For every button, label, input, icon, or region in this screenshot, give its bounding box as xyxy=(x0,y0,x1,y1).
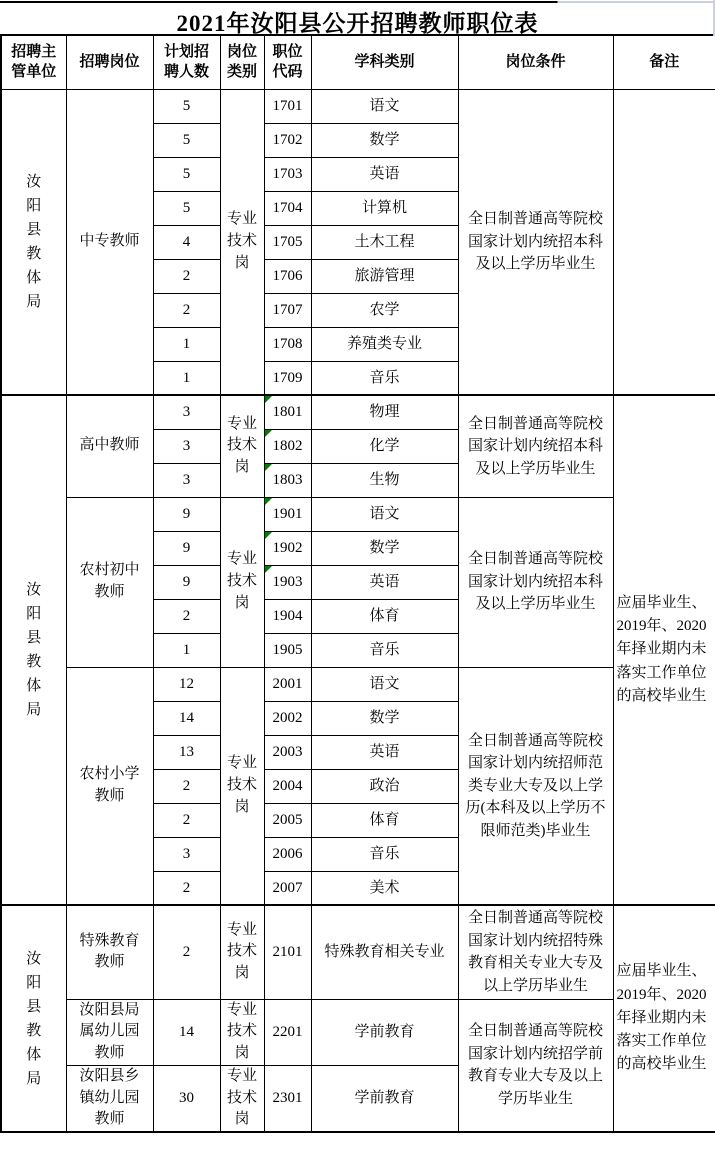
subject-cell: 音乐 xyxy=(311,837,458,871)
count-cell: 2 xyxy=(153,803,220,837)
category-cell: 专业技术岗 xyxy=(220,89,264,395)
table-row xyxy=(1,395,715,429)
code-cell: 2001 xyxy=(264,667,311,701)
unit-name: 汝阳县教体局 xyxy=(26,582,42,718)
code-cell: 2201 xyxy=(264,999,311,1065)
code-cell xyxy=(264,429,311,463)
cell-corner-marker-icon xyxy=(265,396,272,403)
subject-cell: 生物 xyxy=(311,463,458,497)
count-cell: 14 xyxy=(153,701,220,735)
subject-cell: 语文 xyxy=(311,667,458,701)
col-header-position: 招聘岗位 xyxy=(66,35,153,89)
code-cell: 2007 xyxy=(264,871,311,905)
count-cell: 2 xyxy=(153,599,220,633)
subject-cell: 计算机 xyxy=(311,191,458,225)
subject-cell: 语文 xyxy=(311,89,458,123)
subject-cell: 土木工程 xyxy=(311,225,458,259)
count-cell: 9 xyxy=(153,565,220,599)
condition-cell: 全日制普通高等院校国家计划内统招本科及以上学历毕业生 xyxy=(458,497,613,667)
position-cell: 汝阳县局属幼儿园教师 xyxy=(66,999,153,1065)
condition-cell: 全日制普通高等院校国家计划内统招特殊教育相关专业大专及以上学历毕业生 xyxy=(458,905,613,999)
condition-cell: 全日制普通高等院校国家计划内统招学前教育专业大专及以上学历毕业生 xyxy=(458,999,613,1132)
condition-cell: 全日制普通高等院校国家计划内统招师范类专业大专及以上学历(本科及以上学历不限师范类)毕业生 xyxy=(458,667,613,905)
col-header-subject: 学科类别 xyxy=(311,35,458,89)
count-cell: 9 xyxy=(153,497,220,531)
cell-corner-marker-icon xyxy=(265,464,272,471)
category-cell: 专业技术岗 xyxy=(220,999,264,1065)
code-cell xyxy=(264,497,311,531)
count-cell: 2 xyxy=(153,871,220,905)
header-row xyxy=(1,35,715,89)
col-header-count: 计划招聘人数 xyxy=(153,35,220,89)
code-cell: 1704 xyxy=(264,191,311,225)
col-header-category: 岗位类别 xyxy=(220,35,264,89)
col-header-unit: 招聘主管单位 xyxy=(1,35,66,89)
count-cell: 12 xyxy=(153,667,220,701)
position-cell: 农村初中教师 xyxy=(66,497,153,667)
top-border-rule xyxy=(0,1,715,3)
count-cell: 13 xyxy=(153,735,220,769)
code-cell: 1707 xyxy=(264,293,311,327)
subject-cell: 语文 xyxy=(311,497,458,531)
count-cell: 2 xyxy=(153,293,220,327)
count-cell: 5 xyxy=(153,89,220,123)
category-cell: 专业技术岗 xyxy=(220,395,264,497)
code-cell: 1706 xyxy=(264,259,311,293)
count-cell: 5 xyxy=(153,157,220,191)
count-cell: 3 xyxy=(153,837,220,871)
subject-cell: 化学 xyxy=(311,429,458,463)
count-cell: 2 xyxy=(153,259,220,293)
code-cell: 2002 xyxy=(264,701,311,735)
subject-cell: 美术 xyxy=(311,871,458,905)
subject-cell: 数学 xyxy=(311,531,458,565)
code-text: 1803 xyxy=(272,471,303,488)
position-cell: 特殊教育教师 xyxy=(66,905,153,999)
code-cell: 1702 xyxy=(264,123,311,157)
subject-cell: 养殖类专业 xyxy=(311,327,458,361)
unit-name: 汝阳县教体局 xyxy=(26,173,42,310)
category-cell: 专业技术岗 xyxy=(220,1065,264,1132)
condition-cell: 全日制普通高等院校国家计划内统招本科及以上学历毕业生 xyxy=(458,395,613,497)
code-text: 1901 xyxy=(272,505,303,522)
cell-corner-marker-icon xyxy=(265,498,272,505)
subject-cell: 体育 xyxy=(311,803,458,837)
subject-cell: 特殊教育相关专业 xyxy=(311,905,458,999)
subject-cell: 旅游管理 xyxy=(311,259,458,293)
position-cell: 农村小学教师 xyxy=(66,667,153,905)
count-cell: 5 xyxy=(153,123,220,157)
count-cell: 3 xyxy=(153,463,220,497)
remark-cell: 应届毕业生、2019年、2020年择业期内未落实工作单位的高校毕业生 xyxy=(613,395,715,905)
code-cell: 1905 xyxy=(264,633,311,667)
subject-cell: 数学 xyxy=(311,123,458,157)
code-cell: 1709 xyxy=(264,361,311,395)
code-cell xyxy=(264,565,311,599)
position-cell: 中专教师 xyxy=(66,89,153,395)
code-cell: 2004 xyxy=(264,769,311,803)
code-cell: 1705 xyxy=(264,225,311,259)
subject-cell: 英语 xyxy=(311,157,458,191)
count-cell: 9 xyxy=(153,531,220,565)
code-cell: 1708 xyxy=(264,327,311,361)
subject-cell: 英语 xyxy=(311,735,458,769)
count-cell: 30 xyxy=(153,1065,220,1132)
code-cell: 1703 xyxy=(264,157,311,191)
code-cell: 1701 xyxy=(264,89,311,123)
code-text: 1902 xyxy=(272,539,303,556)
condition-cell: 全日制普通高等院校国家计划内统招本科及以上学历毕业生 xyxy=(458,89,613,395)
category-cell: 专业技术岗 xyxy=(220,905,264,999)
unit-cell xyxy=(1,905,66,1132)
cell-corner-marker-icon xyxy=(265,566,272,573)
col-header-condition: 岗位条件 xyxy=(458,35,613,89)
code-text: 1802 xyxy=(272,437,303,454)
subject-cell: 政治 xyxy=(311,769,458,803)
position-cell: 高中教师 xyxy=(66,395,153,497)
page-title: 2021年汝阳县公开招聘教师职位表 xyxy=(176,11,539,36)
cell-corner-marker-icon xyxy=(265,430,272,437)
col-header-remark: 备注 xyxy=(613,35,715,89)
code-cell: 2101 xyxy=(264,905,311,999)
count-cell: 3 xyxy=(153,429,220,463)
unit-name: 汝阳县教体局 xyxy=(26,950,42,1087)
unit-cell xyxy=(1,395,66,905)
cell-corner-marker-icon xyxy=(265,532,272,539)
code-cell xyxy=(264,395,311,429)
code-cell xyxy=(264,531,311,565)
count-cell: 2 xyxy=(153,769,220,803)
count-cell: 1 xyxy=(153,633,220,667)
code-text: 1801 xyxy=(272,404,303,421)
table-row xyxy=(1,999,715,1065)
code-text: 1903 xyxy=(272,573,303,590)
subject-cell: 体育 xyxy=(311,599,458,633)
col-header-code: 职位代码 xyxy=(264,35,311,89)
code-cell: 2003 xyxy=(264,735,311,769)
code-cell: 2006 xyxy=(264,837,311,871)
table-row xyxy=(1,89,715,123)
count-cell: 3 xyxy=(153,395,220,429)
code-cell: 2301 xyxy=(264,1065,311,1132)
count-cell: 14 xyxy=(153,999,220,1065)
count-cell: 2 xyxy=(153,905,220,999)
code-cell: 1904 xyxy=(264,599,311,633)
subject-cell: 物理 xyxy=(311,395,458,429)
code-cell xyxy=(264,463,311,497)
code-cell: 2005 xyxy=(264,803,311,837)
unit-cell xyxy=(1,89,66,395)
subject-cell: 音乐 xyxy=(311,633,458,667)
category-cell: 专业技术岗 xyxy=(220,497,264,667)
count-cell: 1 xyxy=(153,327,220,361)
table-row xyxy=(1,667,715,701)
count-cell: 5 xyxy=(153,191,220,225)
table-row xyxy=(1,905,715,999)
subject-cell: 学前教育 xyxy=(311,999,458,1065)
subject-cell: 英语 xyxy=(311,565,458,599)
count-cell: 4 xyxy=(153,225,220,259)
category-cell: 专业技术岗 xyxy=(220,667,264,905)
subject-cell: 音乐 xyxy=(311,361,458,395)
recruitment-table xyxy=(0,34,715,1133)
remark-cell: 应届毕业生、2019年、2020年择业期内未落实工作单位的高校毕业生 xyxy=(613,905,715,1132)
table-row xyxy=(1,497,715,531)
subject-cell: 农学 xyxy=(311,293,458,327)
subject-cell: 学前教育 xyxy=(311,1065,458,1132)
count-cell: 1 xyxy=(153,361,220,395)
subject-cell: 数学 xyxy=(311,701,458,735)
position-cell: 汝阳县乡镇幼儿园教师 xyxy=(66,1065,153,1132)
remark-cell xyxy=(613,89,715,395)
